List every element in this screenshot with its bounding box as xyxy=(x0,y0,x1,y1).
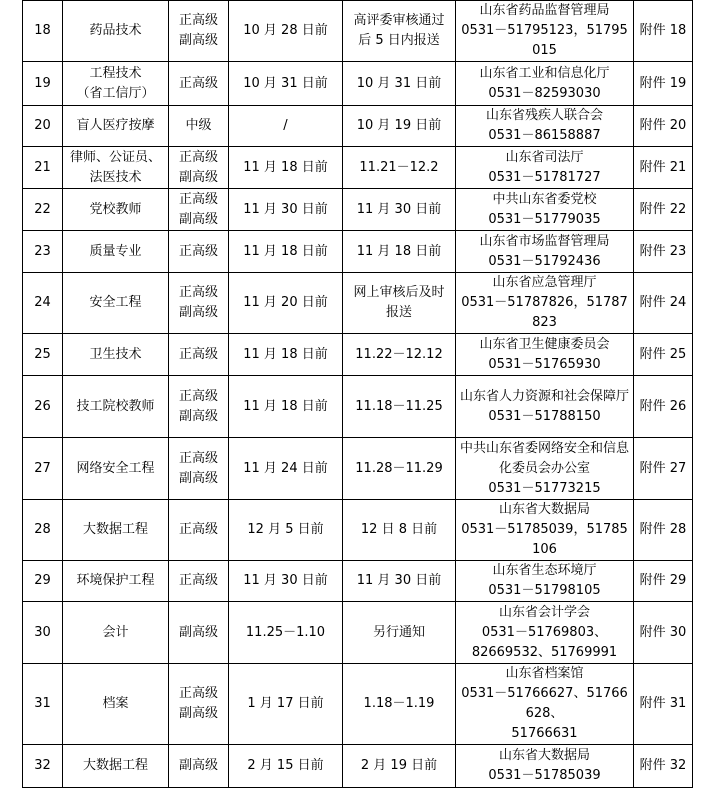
level-cell-line: 正高级 xyxy=(178,522,218,537)
agency-cell xyxy=(456,376,634,438)
level-cell-line: 副高级 xyxy=(178,624,218,640)
level-cell-line: 正高级 xyxy=(178,388,218,404)
review-cell xyxy=(343,438,456,500)
major-cell-line: 工程技术 xyxy=(89,65,142,81)
agency-name: 山东省市场监督管理局 xyxy=(479,233,610,249)
major-cell xyxy=(63,147,169,189)
agency-name: 山东省大数据局 xyxy=(498,748,590,763)
level-cell xyxy=(169,500,229,561)
level-cell-line: 副高级 xyxy=(178,33,218,48)
level-cell xyxy=(169,438,229,500)
agency-cell xyxy=(456,1,634,62)
major-cell xyxy=(63,745,169,788)
agency-cell xyxy=(456,62,634,106)
review-cell-line: 10 月 19 日前 xyxy=(356,118,442,133)
attachment-cell: 附件 30 xyxy=(634,602,693,664)
review-cell xyxy=(343,62,456,106)
level-cell xyxy=(169,231,229,273)
attachment-cell: 附件 24 xyxy=(634,273,693,334)
attachment-cell: 附件 23 xyxy=(634,231,693,273)
major-cell-line: （省工信厅） xyxy=(76,85,155,101)
agency-phone: 0531－51779035 xyxy=(488,211,601,227)
attachment-cell: 附件 31 xyxy=(634,664,693,745)
deadline-cell: 12 月 5 日前 xyxy=(229,500,343,561)
major-cell xyxy=(63,189,169,231)
major-cell xyxy=(63,62,169,106)
level-cell-line: 副高级 xyxy=(178,211,218,227)
review-cell xyxy=(343,602,456,664)
level-cell xyxy=(169,664,229,745)
review-cell-line: 2 月 19 日前 xyxy=(360,758,438,773)
level-cell xyxy=(169,273,229,334)
review-cell-line: 11 月 30 日前 xyxy=(356,573,442,588)
agency-cell xyxy=(456,500,634,561)
agency-phone: 0531－51769803、 xyxy=(481,624,608,640)
level-cell-line: 正高级 xyxy=(178,686,218,701)
attachment-cell: 附件 26 xyxy=(634,376,693,438)
table-row xyxy=(23,664,693,745)
deadline-cell: 11 月 24 日前 xyxy=(229,438,343,500)
major-cell-line: 卫生技术 xyxy=(89,346,142,362)
level-cell xyxy=(169,147,229,189)
table-row xyxy=(23,231,693,273)
agency-name: 中共山东省委党校 xyxy=(492,191,597,207)
row-number: 32 xyxy=(23,745,63,788)
attachment-cell: 附件 18 xyxy=(634,1,693,62)
table-row xyxy=(23,147,693,189)
deadline-cell: 11 月 30 日前 xyxy=(229,189,343,231)
table-row xyxy=(23,62,693,106)
review-cell xyxy=(343,106,456,147)
agency-cell xyxy=(456,231,634,273)
major-cell xyxy=(63,334,169,376)
major-cell xyxy=(63,664,169,745)
deadline-cell: 11 月 30 日前 xyxy=(229,561,343,602)
level-cell-line: 正高级 xyxy=(178,573,218,588)
row-number: 23 xyxy=(23,231,63,273)
agency-phone: 0531－51766627、51766628、 xyxy=(461,686,628,721)
attachment-cell: 附件 25 xyxy=(634,334,693,376)
major-cell-line: 安全工程 xyxy=(89,295,142,310)
level-cell-line: 副高级 xyxy=(178,758,218,773)
deadline-cell: 11 月 20 日前 xyxy=(229,273,343,334)
agency-cell xyxy=(456,602,634,664)
agency-phone: 0531－51798105 xyxy=(488,583,601,598)
table-row xyxy=(23,500,693,561)
review-cell-line: 网上审核后及时 xyxy=(353,285,445,300)
row-number: 24 xyxy=(23,273,63,334)
agency-name: 山东省药品监督管理局 xyxy=(479,3,610,18)
review-cell xyxy=(343,231,456,273)
review-cell xyxy=(343,1,456,62)
agency-phone: 0531－51792436 xyxy=(488,253,601,269)
major-cell xyxy=(63,273,169,334)
deadline-cell: 11.25－1.10 xyxy=(229,602,343,664)
agency-phone: 51766631 xyxy=(511,726,578,741)
major-cell-line: 药品技术 xyxy=(89,23,142,38)
level-cell-line: 正高级 xyxy=(178,243,218,259)
agency-cell xyxy=(456,189,634,231)
agency-name: 山东省大数据局 xyxy=(498,502,590,517)
review-cell xyxy=(343,376,456,438)
review-cell-line: 报送 xyxy=(385,305,412,320)
agency-name: 山东省卫生健康委员会 xyxy=(479,336,610,352)
attachment-cell: 附件 28 xyxy=(634,500,693,561)
review-cell-line: 11.28－11.29 xyxy=(355,460,443,476)
major-cell xyxy=(63,561,169,602)
agency-name: 山东省生态环境厅 xyxy=(492,563,597,578)
row-number: 22 xyxy=(23,189,63,231)
major-cell-line: 律师、公证员、 xyxy=(69,149,161,165)
level-cell-line: 正高级 xyxy=(178,346,218,362)
major-cell-line: 盲人医疗按摩 xyxy=(76,118,155,133)
agency-phone: 0531－51787826，51787823 xyxy=(461,295,628,330)
review-cell xyxy=(343,189,456,231)
table-row xyxy=(23,273,693,334)
agency-phone: 0531－51788150 xyxy=(488,408,601,424)
row-number: 27 xyxy=(23,438,63,500)
review-cell xyxy=(343,147,456,189)
table-row xyxy=(23,438,693,500)
row-number: 31 xyxy=(23,664,63,745)
review-cell-line: 10 月 31 日前 xyxy=(356,75,442,91)
table-row xyxy=(23,602,693,664)
level-cell-line: 正高级 xyxy=(178,149,218,165)
agency-cell xyxy=(456,745,634,788)
agency-name: 山东省司法厅 xyxy=(505,149,584,165)
deadline-cell: 10 月 31 日前 xyxy=(229,62,343,106)
level-cell-line: 中级 xyxy=(185,118,212,133)
review-cell xyxy=(343,664,456,745)
agency-cell xyxy=(456,273,634,334)
agency-phone: 0531－82593030 xyxy=(488,85,601,101)
attachment-cell: 附件 20 xyxy=(634,106,693,147)
deadline-cell: 11 月 18 日前 xyxy=(229,334,343,376)
level-cell-line: 副高级 xyxy=(178,169,218,185)
attachment-cell: 附件 19 xyxy=(634,62,693,106)
major-cell-line: 质量专业 xyxy=(89,243,142,259)
agency-name: 山东省会计学会 xyxy=(498,604,590,620)
review-cell-line: 高评委审核通过 xyxy=(353,13,445,28)
row-number: 21 xyxy=(23,147,63,189)
review-cell-line: 11.18－11.25 xyxy=(355,398,443,414)
level-cell-line: 正高级 xyxy=(178,13,218,28)
agency-name: 山东省工业和信息化厅 xyxy=(479,65,610,81)
review-cell-line: 后 5 日内报送 xyxy=(358,33,440,48)
major-cell-line: 档案 xyxy=(102,696,129,711)
major-cell-line: 大数据工程 xyxy=(82,522,148,537)
table-row xyxy=(23,189,693,231)
table-row xyxy=(23,376,693,438)
review-cell xyxy=(343,561,456,602)
agency-cell xyxy=(456,334,634,376)
review-cell-line: 11 月 30 日前 xyxy=(356,201,442,217)
review-cell-line: 11 月 18 日前 xyxy=(356,243,442,259)
deadline-table xyxy=(22,0,693,788)
review-cell xyxy=(343,273,456,334)
agency-phone: 0531－86158887 xyxy=(488,128,601,143)
level-cell-line: 正高级 xyxy=(178,285,218,300)
agency-cell xyxy=(456,561,634,602)
level-cell xyxy=(169,62,229,106)
level-cell xyxy=(169,189,229,231)
level-cell-line: 正高级 xyxy=(178,75,218,91)
agency-phone: 0531－51795123，51795015 xyxy=(461,23,628,58)
deadline-cell: 10 月 28 日前 xyxy=(229,1,343,62)
agency-name: 山东省人力资源和社会保障厅 xyxy=(459,388,629,404)
attachment-cell: 附件 21 xyxy=(634,147,693,189)
deadline-cell: 2 月 15 日前 xyxy=(229,745,343,788)
table-row xyxy=(23,334,693,376)
level-cell-line: 正高级 xyxy=(178,191,218,207)
level-cell-line: 副高级 xyxy=(178,305,218,320)
agency-name: 山东省档案馆 xyxy=(505,666,584,681)
level-cell-line: 副高级 xyxy=(178,408,218,424)
review-cell xyxy=(343,334,456,376)
agency-cell xyxy=(456,438,634,500)
deadline-cell: 11 月 18 日前 xyxy=(229,147,343,189)
agency-name: 山东省残疾人联合会 xyxy=(485,108,603,123)
agency-phone: 0531－51785039，51785106 xyxy=(461,522,628,557)
level-cell-line: 副高级 xyxy=(178,706,218,721)
agency-phone: 0531－51765930 xyxy=(488,356,601,372)
row-number: 30 xyxy=(23,602,63,664)
review-cell-line: 另行通知 xyxy=(372,624,425,640)
agency-cell xyxy=(456,664,634,745)
agency-cell xyxy=(456,106,634,147)
agency-cell xyxy=(456,147,634,189)
row-number: 26 xyxy=(23,376,63,438)
review-cell xyxy=(343,500,456,561)
row-number: 20 xyxy=(23,106,63,147)
review-cell-line: 12 日 8 日前 xyxy=(360,522,438,537)
major-cell xyxy=(63,231,169,273)
row-number: 28 xyxy=(23,500,63,561)
level-cell xyxy=(169,376,229,438)
deadline-cell: 11 月 18 日前 xyxy=(229,376,343,438)
level-cell-line: 正高级 xyxy=(178,450,218,466)
major-cell-line: 会计 xyxy=(102,624,129,640)
deadline-cell: / xyxy=(229,106,343,147)
major-cell-line: 网络安全工程 xyxy=(76,460,155,476)
major-cell-line: 环境保护工程 xyxy=(76,573,155,588)
review-cell-line: 11.21－12.2 xyxy=(359,159,439,175)
table-row xyxy=(23,106,693,147)
major-cell xyxy=(63,106,169,147)
row-number: 29 xyxy=(23,561,63,602)
agency-name: 山东省应急管理厅 xyxy=(492,275,597,290)
major-cell-line: 大数据工程 xyxy=(82,758,148,773)
major-cell xyxy=(63,1,169,62)
review-cell xyxy=(343,745,456,788)
major-cell xyxy=(63,602,169,664)
table-row xyxy=(23,1,693,62)
major-cell xyxy=(63,438,169,500)
major-cell-line: 党校教师 xyxy=(89,201,142,217)
agency-phone: 0531－51773215 xyxy=(488,480,601,496)
major-cell-line: 技工院校教师 xyxy=(76,398,155,414)
review-cell-line: 11.22－12.12 xyxy=(355,346,443,362)
deadline-cell: 1 月 17 日前 xyxy=(229,664,343,745)
level-cell-line: 副高级 xyxy=(178,470,218,486)
table-row xyxy=(23,561,693,602)
attachment-cell: 附件 32 xyxy=(634,745,693,788)
level-cell xyxy=(169,745,229,788)
attachment-cell: 附件 29 xyxy=(634,561,693,602)
row-number: 19 xyxy=(23,62,63,106)
major-cell xyxy=(63,500,169,561)
agency-phone: 82669532、51769991 xyxy=(471,644,618,660)
row-number: 18 xyxy=(23,1,63,62)
agency-phone: 0531－51781727 xyxy=(488,169,601,185)
major-cell-line: 法医技术 xyxy=(89,169,142,185)
review-cell-line: 1.18－1.19 xyxy=(363,696,435,711)
row-number: 25 xyxy=(23,334,63,376)
level-cell xyxy=(169,602,229,664)
attachment-cell: 附件 22 xyxy=(634,189,693,231)
level-cell xyxy=(169,334,229,376)
major-cell xyxy=(63,376,169,438)
table-row xyxy=(23,745,693,788)
deadline-cell: 11 月 18 日前 xyxy=(229,231,343,273)
attachment-cell: 附件 27 xyxy=(634,438,693,500)
level-cell xyxy=(169,1,229,62)
agency-name: 中共山东省委网络安全和信息化委员会办公室 xyxy=(459,440,629,476)
agency-phone: 0531－51785039 xyxy=(488,768,601,783)
level-cell xyxy=(169,106,229,147)
level-cell xyxy=(169,561,229,602)
